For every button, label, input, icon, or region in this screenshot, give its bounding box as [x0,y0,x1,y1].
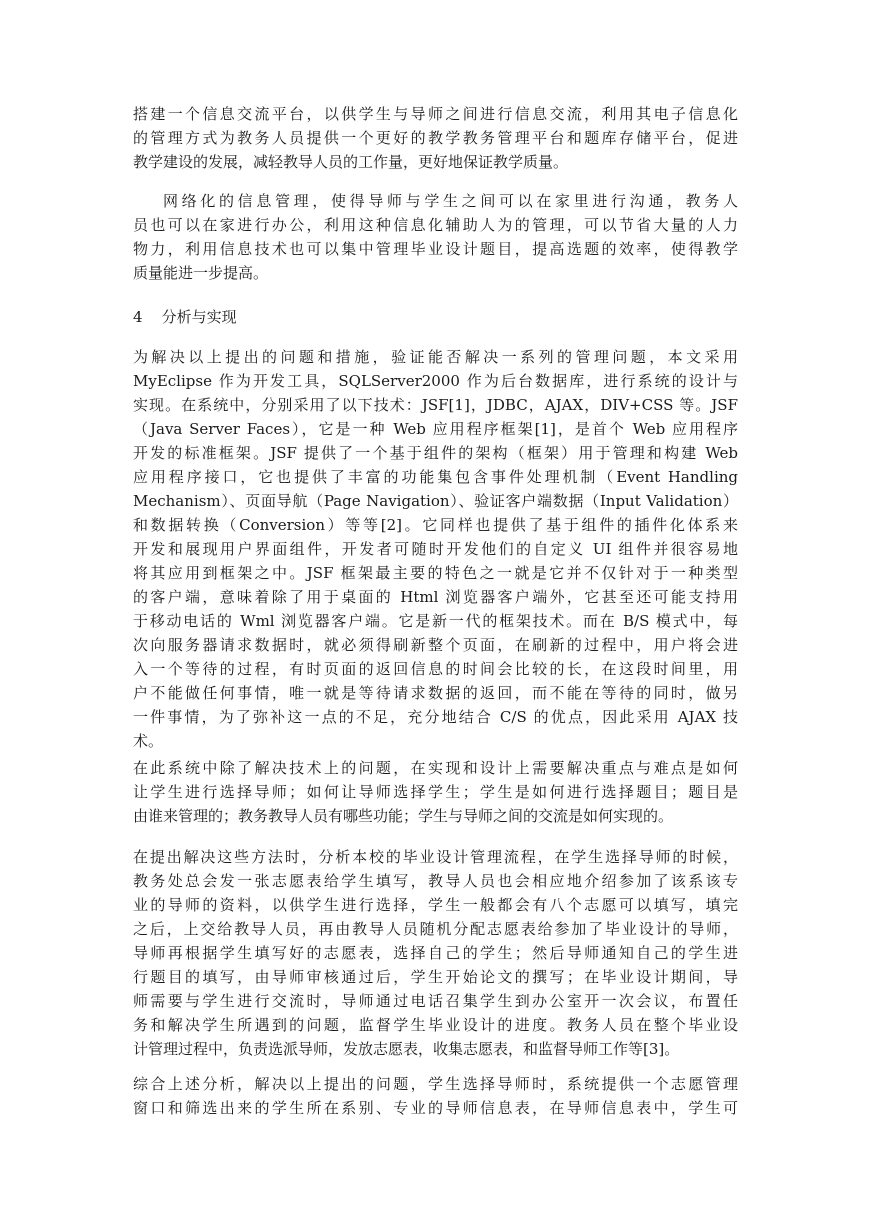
text-line: 务和解决学生所遇到的问题，监督学生毕业设计的进度。教务人员在整个毕业设 [133,1016,738,1034]
text-line: 开发和展现用户界面组件，开发者可随时开发他们的自定义 UI 组件并很容易地 [133,540,738,558]
text-line: 实现。在系统中，分别采用了以下技术：JSF[1]，JDBC，AJAX，DIV+CSS 等。JSF [133,396,738,414]
text-line: 为解决以上提出的问题和措施，验证能否解决一系列的管理问题，本文采用 [133,348,738,366]
text-line: 教学建设的发展，减轻教导人员的工作量，更好地保证教学质量。 [133,153,569,171]
text-line: 业的导师的资料，以供学生进行选择，学生一般都会有八个志愿可以填写，填完 [133,896,738,914]
text-line: 导师再根据学生填写好的志愿表，选择自己的学生；然后导师通知自己的学生进 [133,944,738,962]
paragraph-1 [133,102,738,174]
text-line: 和数据转换（Conversion）等等[2]。它同样也提供了基于组件的插件化体系来 [133,516,738,534]
text-line: 综合上述分析，解决以上提出的问题，学生选择导师时，系统提供一个志愿管理 [133,1075,738,1093]
text-line: 师需要与学生进行交流时，导师通过电话召集学生到办公室开一次会议，布置任 [133,992,738,1010]
paragraph-4 [133,756,738,828]
text-line: 窗口和筛选出来的学生所在系别、专业的导师信息表，在导师信息表中，学生可 [133,1099,738,1117]
paragraph-5 [133,845,738,1061]
text-line: 于移动电话的 Wml 浏览器客户端。它是新一代的框架技术。而在 B/S 模式中，每 [133,612,738,630]
paragraph-3 [133,345,738,753]
text-line: 的管理方式为教务人员提供一个更好的教学教务管理平台和题库存储平台，促进 [133,129,738,147]
text-line: 在此系统中除了解决技术上的问题，在实现和设计上需要解决重点与难点是如何 [133,759,738,777]
text-line: 在提出解决这些方法时，分析本校的毕业设计管理流程，在学生选择导师的时候， [133,848,738,866]
text-line: （Java Server Faces），它是一种 Web 应用程序框架[1]，是首个 Web 应用程序 [133,420,738,438]
text-line: 物力，利用信息技术也可以集中管理毕业设计题目，提高选题的效率，使得教学 [133,240,738,258]
text-line: 之后，上交给教导人员，再由教导人员随机分配志愿表给参加了毕业设计的导师， [133,920,738,938]
text-line: 让学生进行选择导师；如何让导师选择学生；学生是如何进行选择题目；题目是 [133,783,738,801]
text-line: 由谁来管理的；教务教导人员有哪些功能；学生与导师之间的交流是如何实现的。 [133,807,674,825]
section-heading: 4 分析与实现 [133,308,237,326]
text-line: 将其应用到框架之中。JSF 框架最主要的特色之一就是它并不仅针对于一种类型 [133,564,738,582]
text-line: 的客户端，意味着除了用于桌面的 Html 浏览器客户端外，它甚至还可能支持用 [133,588,738,606]
text-line: 术。 [133,732,164,750]
text-line: 一件事情，为了弥补这一点的不足，充分地结合 C/S 的优点，因此采用 AJAX 技 [133,708,738,726]
text-line: 质量能进一步提高。 [133,264,269,282]
text-line: 员也可以在家进行办公，利用这种信息化辅助人为的管理，可以节省大量的人力 [133,216,738,234]
text-line: Mechanism）、页面导航（Page Navigation）、验证客户端数据（Input Validation） [133,492,738,510]
text-line: 开发的标准框架。JSF 提供了一个基于组件的架构（框架）用于管理和构建 Web [133,444,738,462]
text-line: 户不能做任何事情，唯一就是等待请求数据的返回，而不能在等待的同时，做另 [133,684,738,702]
text-line: 行题目的填写，由导师审核通过后，学生开始论文的撰写；在毕业设计期间，导 [133,968,738,986]
text-line: 教务处总会发一张志愿表给学生填写，教导人员也会相应地介绍参加了该系该专 [133,872,738,890]
text-line: 搭建一个信息交流平台，以供学生与导师之间进行信息交流，利用其电子信息化 [133,105,738,123]
text-line: 网络化的信息管理，使得导师与学生之间可以在家里进行沟通，教务人 [163,192,738,210]
text-line: 计管理过程中，负责选派导师，发放志愿表，收集志愿表，和监督导师工作等[3]。 [133,1040,680,1058]
text-line: 入一个等待的过程，有时页面的返回信息的时间会比较的长，在这段时间里，用 [133,660,738,678]
text-line: 应用程序接口，它也提供了丰富的功能集包含事件处理机制（Event Handling [133,468,738,486]
paragraph-6 [133,1072,738,1120]
paragraph-2 [133,189,738,285]
text-line: 次向服务器请求数据时，就必须得刷新整个页面，在刷新的过程中，用户将会进 [133,636,738,654]
text-line: MyEclipse 作为开发工具，SQLServer2000 作为后台数据库，进行系统的设计与 [133,372,738,390]
